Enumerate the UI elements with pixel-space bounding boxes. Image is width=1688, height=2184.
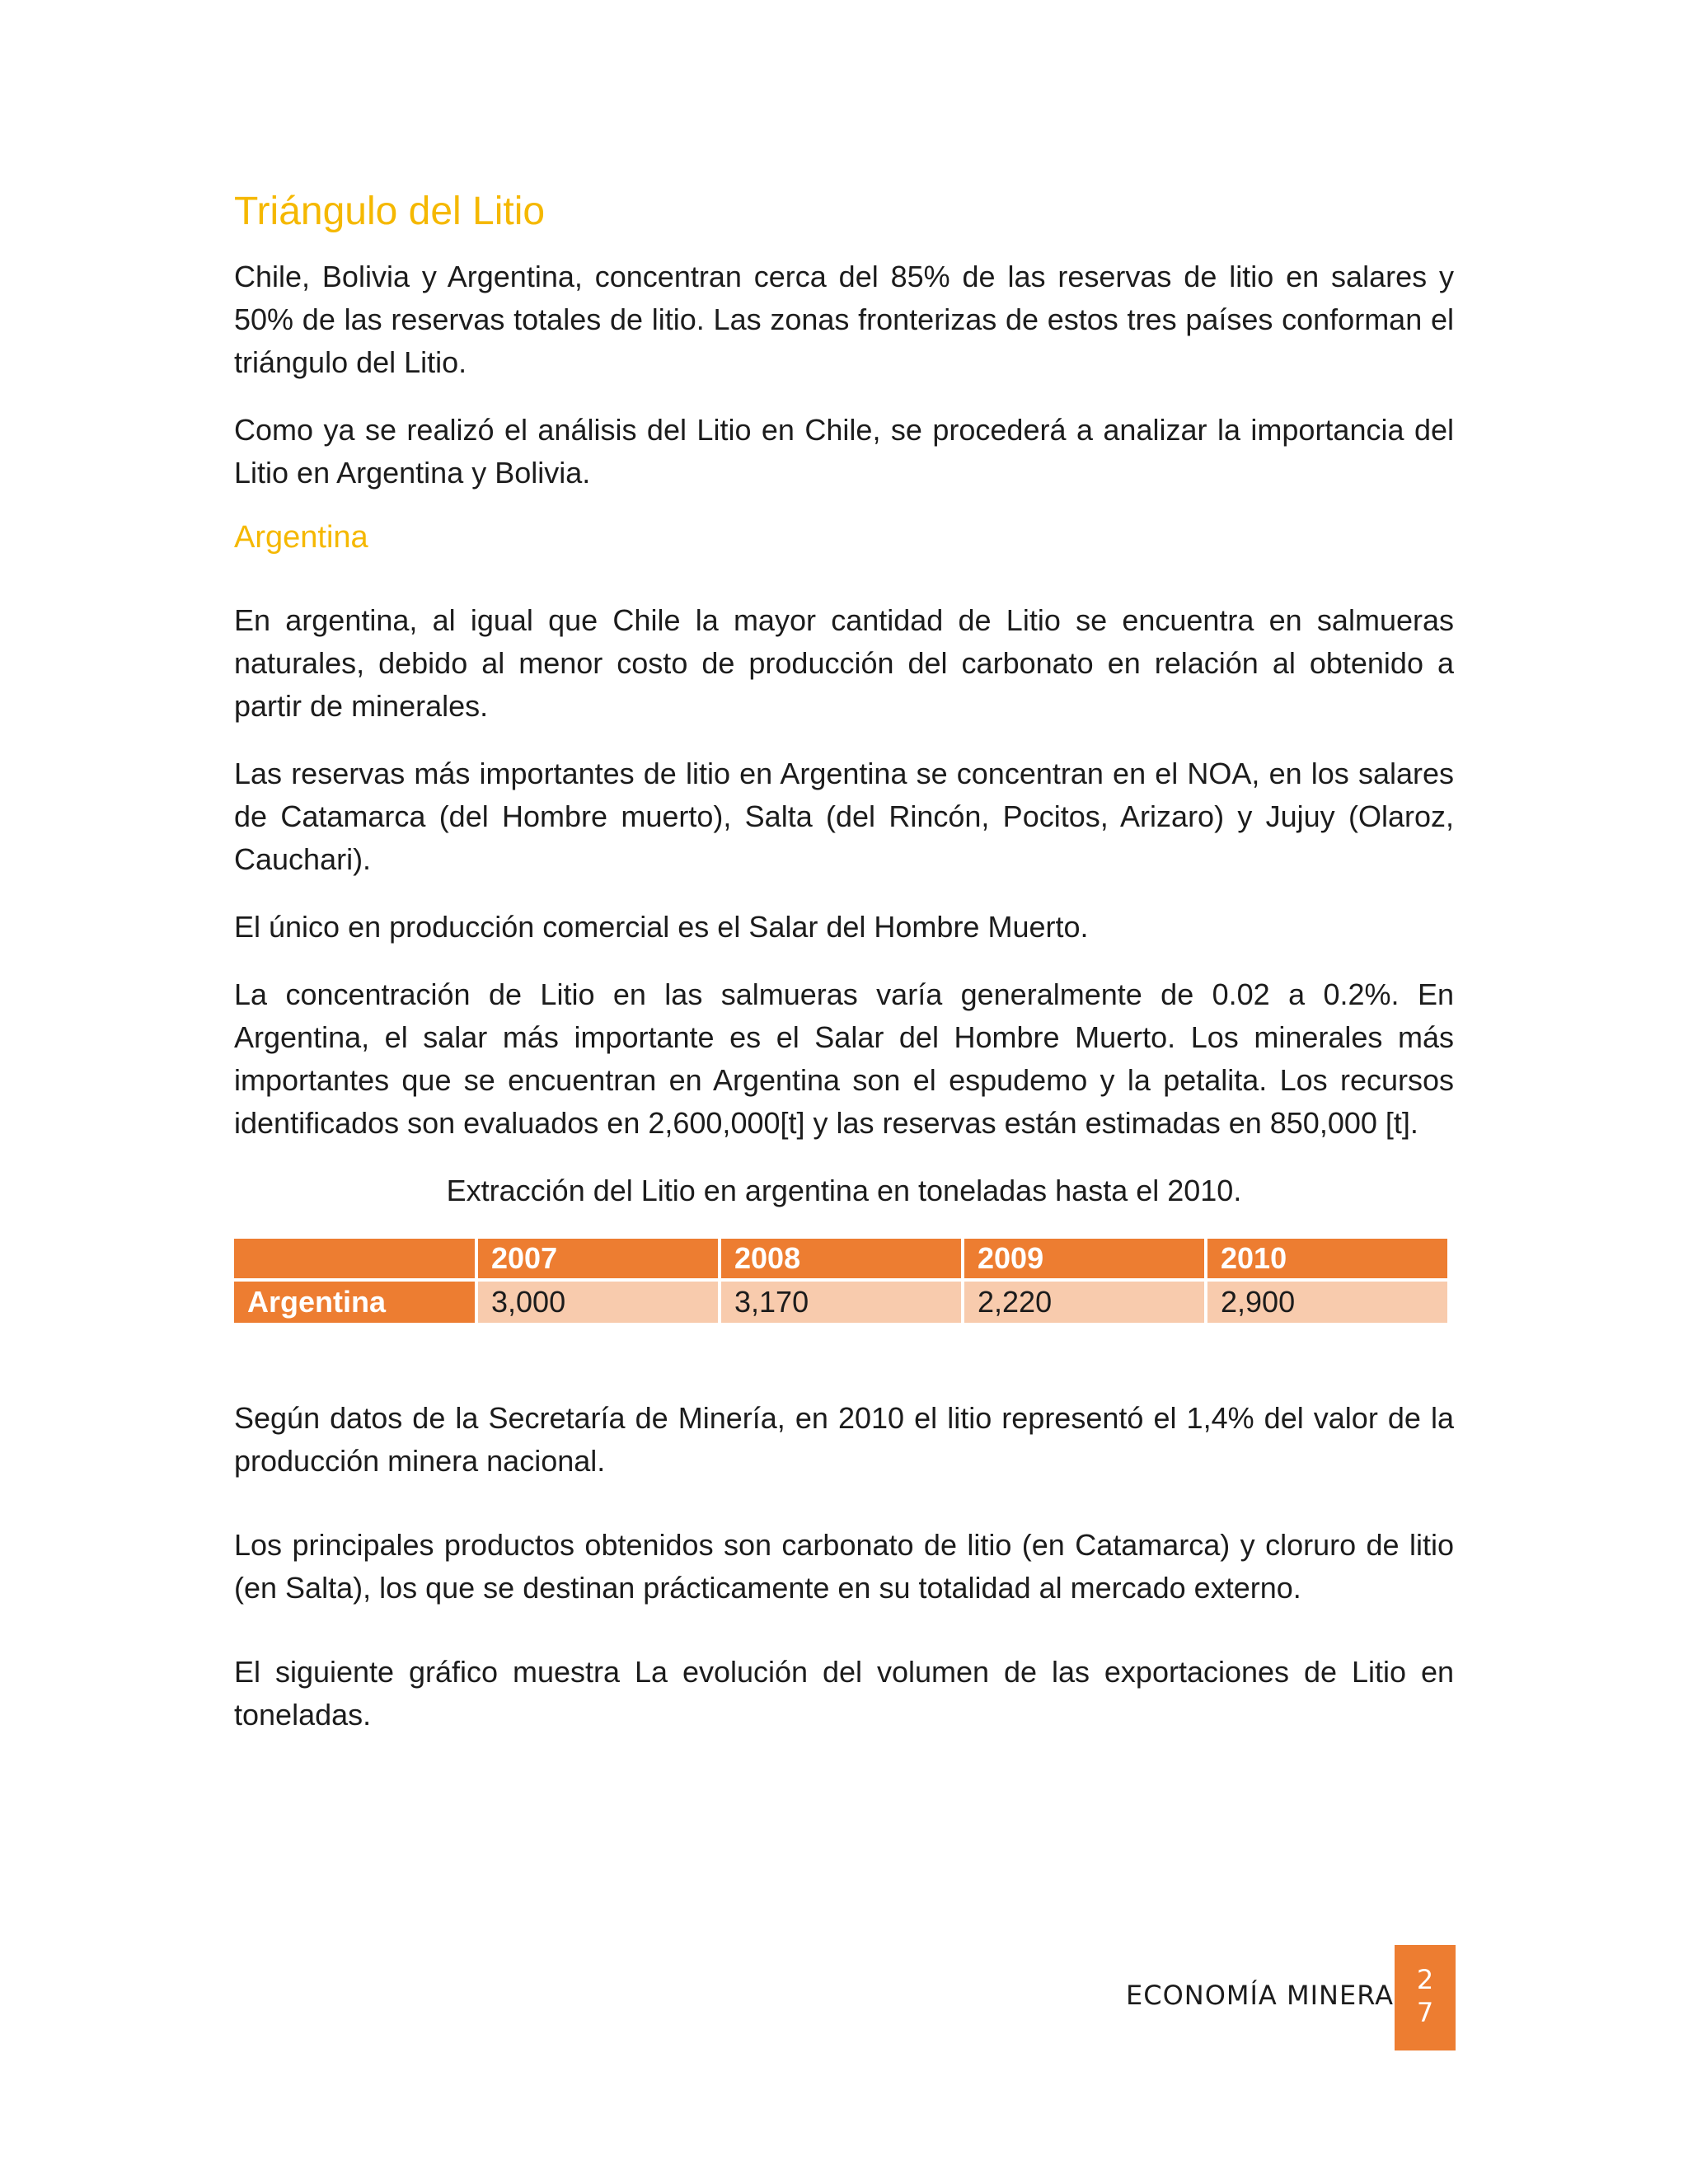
table-cell: 2,900: [1207, 1282, 1447, 1323]
table-cell: 2,220: [964, 1282, 1204, 1323]
page-content: [234, 188, 1454, 1761]
table-caption: Extracción del Litio en argentina en toneladas hasta el 2010.: [446, 1174, 1242, 1208]
argentina-paragraph-3: El único en producción comercial es el Salar del Hombre Muerto.: [234, 910, 1089, 944]
table-row: [234, 1282, 1447, 1323]
table-header-year: 2010: [1207, 1239, 1447, 1278]
spacer: [234, 1634, 1454, 1651]
argentina-paragraph-2: Las reservas más importantes de litio en Argentina se concentran en el NOA, en los salares de Catamarca (del Hombre muerto), Salta (del Rincón, Pocitos, Arizaro) y Jujuy (Olaroz, Cauchari).: [234, 757, 1454, 877]
page-number-digit: 7: [1416, 1997, 1434, 2028]
table-header-year: 2007: [478, 1239, 718, 1278]
closing-paragraph-2: Los principales productos obtenidos son carbonato de litio (en Catamarca) y cloruro de litio (en Salta), los que se destinan prácticamente en su totalidad al mercado externo.: [234, 1528, 1454, 1605]
section-title: Triángulo del Litio: [234, 190, 546, 233]
table-header-empty: [234, 1239, 475, 1278]
table-row-label: Argentina: [234, 1282, 475, 1323]
intro-paragraph-1: Chile, Bolivia y Argentina, concentran cerca del 85% de las reservas de litio en salares y 50% de las reservas totales de litio. Las zonas fronterizas de estos tres países conforman el triángulo del Litio.: [234, 259, 1454, 379]
table-cell: 3,000: [478, 1282, 718, 1323]
lithium-extraction-table: [231, 1235, 1451, 1326]
spacer: [234, 1507, 1454, 1524]
table-header-year: 2009: [964, 1239, 1204, 1278]
argentina-paragraph-4: La concentración de Litio en las salmueras varía generalmente de 0.02 a 0.2%. En Argentina, el salar más importante es el Salar del Hombre Muerto. Los minerales más importantes que se encuentran en Argentina son el espudemo y la petalita. Los recursos identificados son evaluados en 2,600,000[t] y las reservas están estimadas en 850,000 [t].: [234, 977, 1454, 1141]
subsection-title: Argentina: [234, 519, 368, 555]
page-number-badge: [1395, 1945, 1456, 2050]
table-header-row: [234, 1239, 1447, 1278]
closing-paragraph-1: Según datos de la Secretaría de Minería, en 2010 el litio representó el 1,4% del valor de la producción minera nacional.: [234, 1401, 1454, 1479]
table-cell: 3,170: [721, 1282, 961, 1323]
intro-paragraph-2: Como ya se realizó el análisis del Litio en Chile, se procederá a analizar la importancia del Litio en Argentina y Bolivia.: [234, 412, 1454, 490]
argentina-paragraph-1: En argentina, al igual que Chile la mayor cantidad de Litio se encuentra en salmueras naturales, debido al menor costo de producción del carbonato en relación al obtenido a partir de minerales.: [234, 603, 1454, 724]
page-number-digit: 2: [1416, 1964, 1434, 1995]
closing-paragraph-3: El siguiente gráfico muestra La evolución del volumen de las exportaciones de Litio en toneladas.: [234, 1655, 1454, 1732]
footer-title: ECONOMÍA MINERA: [1126, 1980, 1395, 2011]
table-header-year: 2008: [721, 1239, 961, 1278]
